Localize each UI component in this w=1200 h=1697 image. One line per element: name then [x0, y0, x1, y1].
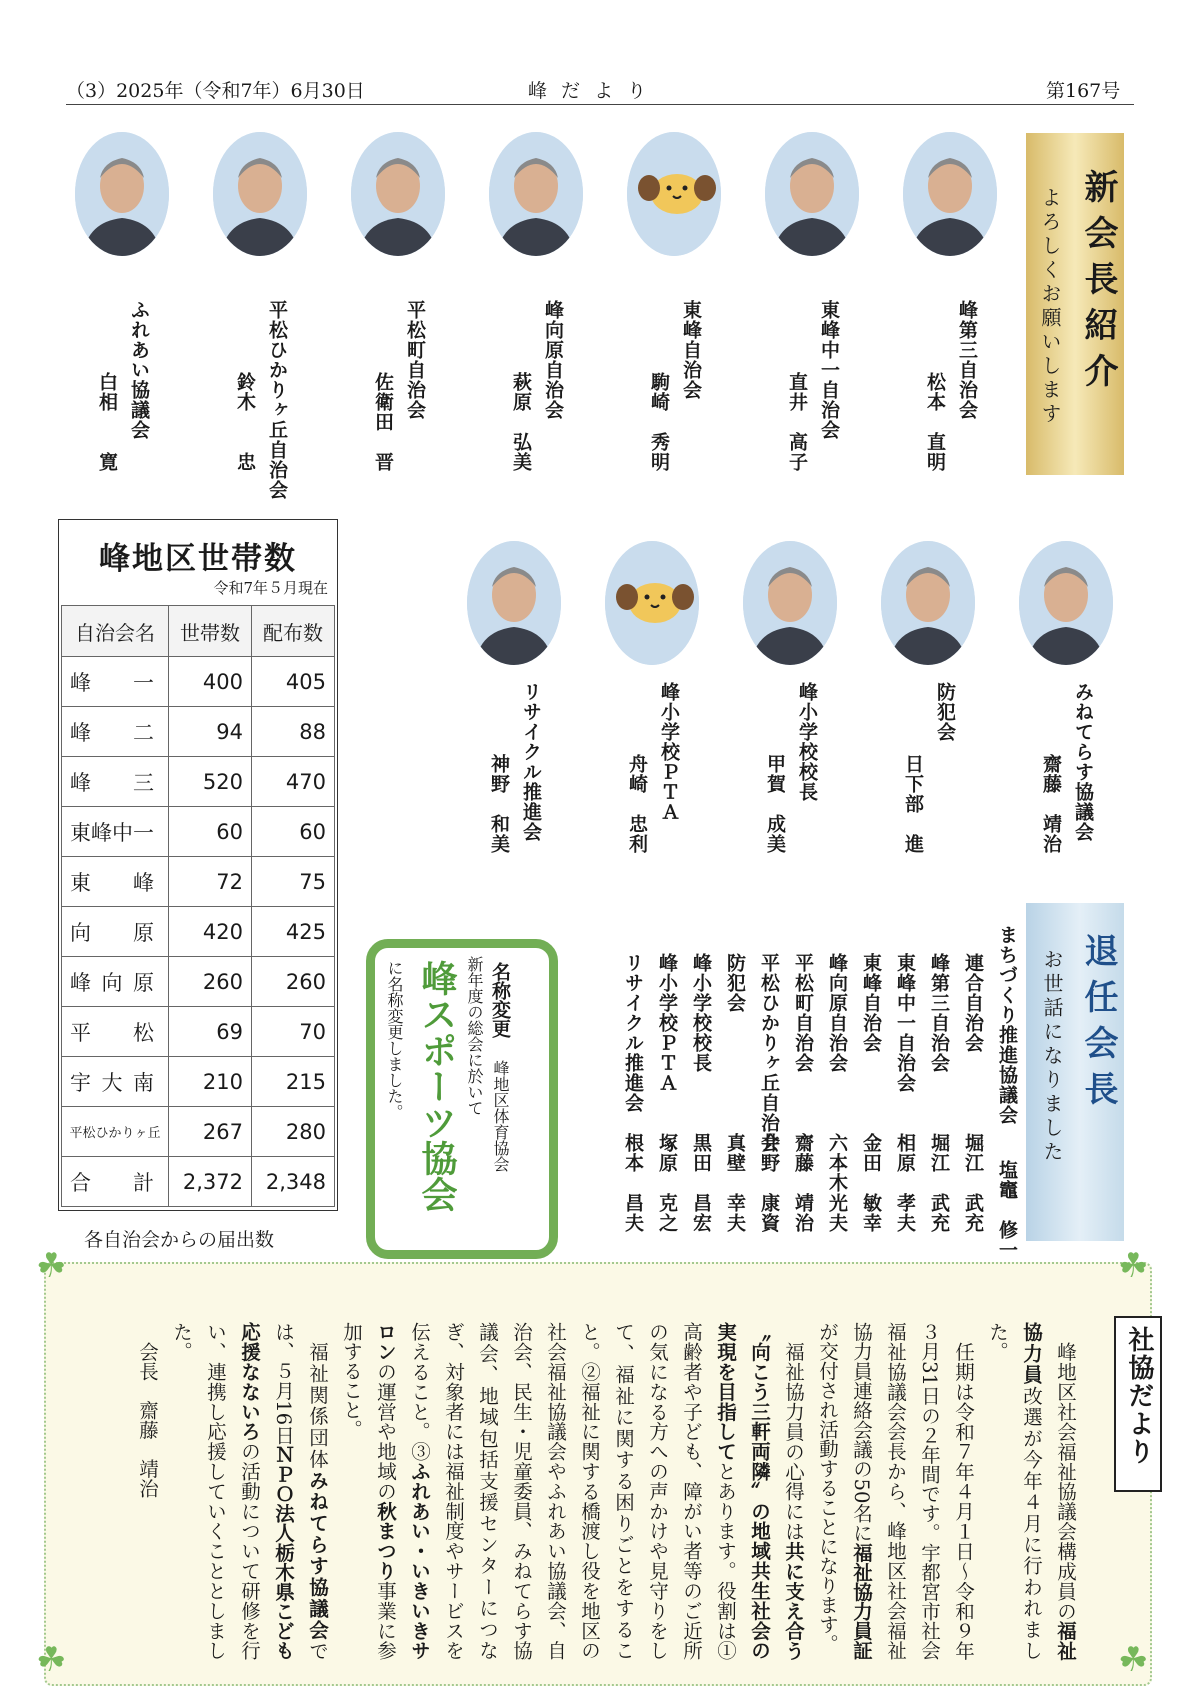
row-label: 東峰中一 — [62, 807, 169, 857]
paragraph: 福祉協力員の心得には共に支え合う〝向こう三軒両隣〟の地域共生社会の実現を目指してとあります。役割は①高齢者や子ども、障がい者等のご近所の気になる方への声かけや見守りをして、福祉に関する困りごとをすること。②福祉に関する橋渡し役を地区の社会福祉協議会やふれあい協議会、自治会、民生・児童委員、みねてらす協議会、地域包括支援センターにつなぎ、対象者には福祉制度やサービスを伝えること。③ふれあい・いきいきサロンの運営や地域の秋まつり事業に参加すること。 — [340, 1322, 805, 1661]
household-as-of: 令和7年５月現在 — [213, 579, 328, 597]
row-value: 70 — [252, 1007, 335, 1057]
retired-name: 堀江 武充 — [928, 1133, 950, 1233]
member-photo — [213, 132, 307, 256]
row-value: 88 — [252, 707, 335, 757]
retired-org: 東峰中一自治会 — [894, 953, 916, 1093]
table-row — [62, 1157, 335, 1207]
member-name: 萩原 弘美 — [510, 372, 532, 472]
member-org: みねてらす協議会 — [1072, 682, 1094, 842]
retired-org: 平松ひかりヶ丘自治会 — [758, 953, 780, 1153]
retired-org: 峰向原自治会 — [826, 953, 848, 1073]
member-org: 東峰自治会 — [680, 300, 702, 400]
member-photo — [903, 132, 997, 256]
retired-name: 根本 昌夫 — [622, 1133, 644, 1233]
member-name: 鈴木 忠 — [234, 372, 256, 472]
row-label: 平松ひかりヶ丘 — [62, 1107, 169, 1157]
member-name: 松本 直明 — [924, 372, 946, 472]
retired-title: 退任会長 — [1078, 933, 1118, 1117]
new-presidents-title: 新会長紹介 — [1078, 169, 1118, 399]
member-org: 峰小学校ＰＴＡ — [658, 682, 680, 822]
member-org: 防犯会 — [934, 682, 956, 742]
member-name: 直井 高子 — [786, 372, 808, 472]
dog-icon — [605, 541, 699, 665]
retired-name: 相原 孝夫 — [894, 1133, 916, 1233]
rename-old-name: 峰地区体育協会 — [491, 1060, 510, 1172]
row-value: 69 — [169, 1007, 252, 1057]
dog-icon — [627, 132, 721, 256]
retired-org: 峰小学校ＰＴＡ — [656, 953, 678, 1093]
member-name: 舟崎 忠利 — [626, 754, 648, 854]
row-value: 72 — [169, 857, 252, 907]
row-label: 平松 — [62, 1007, 169, 1057]
row-label: 峰一 — [62, 657, 169, 707]
member-name: 甲賀 成美 — [764, 754, 786, 854]
table-row — [62, 907, 335, 957]
row-label: 峰向原 — [62, 957, 169, 1007]
member-name: 白相 寛 — [96, 372, 118, 472]
table-row — [62, 1057, 335, 1107]
shakyo-logo — [1114, 1316, 1162, 1492]
page-date: （3）2025年（令和7年）6月30日 — [66, 80, 365, 102]
retired-name: 真壁 幸夫 — [724, 1133, 746, 1233]
member-photo — [1019, 541, 1113, 665]
row-label: 峰二 — [62, 707, 169, 757]
retired-org: まちづくり推進協議会 — [996, 925, 1018, 1125]
retired-org: 峰小学校校長 — [690, 953, 712, 1073]
member-photo — [351, 132, 445, 256]
clover-icon: ☘ — [1118, 1640, 1149, 1680]
table-row — [62, 707, 335, 757]
row-value: 210 — [169, 1057, 252, 1107]
row-value: 260 — [252, 957, 335, 1007]
table-row — [62, 857, 335, 907]
row-label: 合計 — [62, 1157, 169, 1207]
row-label: 向原 — [62, 907, 169, 957]
column-header: 自治会名 — [62, 606, 169, 657]
shakyo-logo-text: 社協だより — [1124, 1326, 1154, 1466]
row-value: 400 — [169, 657, 252, 707]
retired-org: 防犯会 — [724, 953, 746, 1013]
table-row — [62, 957, 335, 1007]
member-photo — [75, 132, 169, 256]
table-row — [62, 657, 335, 707]
retired-name: 堀江 武充 — [962, 1133, 984, 1233]
member-org: 東峰中一自治会 — [818, 300, 840, 440]
table-row — [62, 757, 335, 807]
row-value: 60 — [169, 807, 252, 857]
retired-name: 金田 敏幸 — [860, 1133, 882, 1233]
member-org: 峰向原自治会 — [542, 300, 564, 420]
retired-name: 塚原 克之 — [656, 1133, 678, 1233]
row-value: 94 — [169, 707, 252, 757]
member-name: 齋藤 靖治 — [1040, 754, 1062, 854]
signature: 会長 齋藤 靖治 — [136, 1341, 159, 1498]
paragraph: 任期は令和７年４月１日～令和９年３月31日の２年間です。宇都宮市社会福祉協議会会長から、峰地区社会福祉協力員連絡会議の50名に福祉協力員証が交付され活動することになります。 — [816, 1322, 975, 1660]
member-name: 駒崎 秀明 — [648, 372, 670, 472]
member-org: 峰小学校校長 — [796, 682, 818, 802]
row-value: 280 — [252, 1107, 335, 1157]
table-row — [62, 1107, 335, 1157]
row-value: 520 — [169, 757, 252, 807]
rename-new-name: 峰スポーツ協会 — [416, 960, 457, 1212]
retired-name: 塩竈 修一 — [996, 1160, 1018, 1260]
retired-org: リサイクル推進会 — [622, 953, 644, 1113]
member-photo — [765, 132, 859, 256]
new-presidents-banner — [1026, 133, 1124, 475]
row-value: 420 — [169, 907, 252, 957]
column-header: 世帯数 — [169, 606, 252, 657]
rename-line: 新年度の総会に於いて — [465, 956, 484, 1116]
retired-org: 東峰自治会 — [860, 953, 882, 1053]
member-photo — [743, 541, 837, 665]
paragraph: 峰地区社会福祉協議会構成員の福祉協力員改選が今年４月に行われました。 — [986, 1322, 1077, 1661]
retired-org: 峰第三自治会 — [928, 953, 950, 1073]
member-org: 平松ひかりヶ丘自治会 — [266, 300, 288, 500]
member-org: 峰第三自治会 — [956, 300, 978, 420]
row-value: 2,372 — [169, 1157, 252, 1207]
new-presidents-subtitle: よろしくお願いします — [1038, 187, 1062, 427]
rename-line: に名称変更しました。 — [385, 960, 404, 1120]
clover-icon: ☘ — [36, 1246, 67, 1286]
member-org: リサイクル推進会 — [520, 682, 542, 842]
row-value: 2,348 — [252, 1157, 335, 1207]
retired-org: 平松町自治会 — [792, 953, 814, 1073]
household-note: 各自治会からの届出数 — [84, 1229, 275, 1251]
paragraph: 福祉関係団体みねてらす協議会では、５月16日ＮＰＯ法人栃木県こども応援なないろの活動について研修を行い、連携し応援していくこととしました。 — [170, 1322, 329, 1661]
table-row — [62, 807, 335, 857]
table-row — [62, 1007, 335, 1057]
retired-subtitle: お世話になりました — [1040, 949, 1064, 1165]
retired-name: 六本木光夫 — [826, 1133, 848, 1233]
row-value: 60 — [252, 807, 335, 857]
member-org: 平松町自治会 — [404, 300, 426, 420]
rename-heading: 名称変更 — [489, 962, 511, 1038]
row-value: 470 — [252, 757, 335, 807]
row-value: 425 — [252, 907, 335, 957]
clover-icon: ☘ — [1118, 1246, 1149, 1286]
member-photo — [467, 541, 561, 665]
member-org: ふれあい協議会 — [128, 300, 150, 440]
household-table — [61, 605, 335, 1207]
row-label: 東峰 — [62, 857, 169, 907]
header-rule — [66, 104, 1134, 105]
retired-name: 井野 康資 — [758, 1133, 780, 1233]
row-value: 267 — [169, 1107, 252, 1157]
retired-org: 連合自治会 — [962, 953, 984, 1053]
row-value: 405 — [252, 657, 335, 707]
shakyo-article — [96, 1322, 1082, 1660]
retired-name: 黒田 昌宏 — [690, 1133, 712, 1233]
member-photo — [881, 541, 975, 665]
issue-number: 第167号 — [1046, 80, 1121, 102]
rename-notice-box — [366, 939, 558, 1259]
newsletter-title: 峰 だ よ り — [528, 80, 651, 102]
row-value: 75 — [252, 857, 335, 907]
household-title: 峰地区世帯数 — [99, 541, 297, 577]
retired-banner — [1026, 903, 1124, 1241]
row-label: 宇大南 — [62, 1057, 169, 1107]
retired-name: 齋藤 靖治 — [792, 1133, 814, 1233]
row-value: 215 — [252, 1057, 335, 1107]
clover-icon: ☘ — [36, 1640, 67, 1680]
column-header: 配布数 — [252, 606, 335, 657]
member-name: 佐衛田 晋 — [372, 372, 394, 472]
member-name: 神野 和美 — [488, 754, 510, 854]
row-value: 260 — [169, 957, 252, 1007]
row-label: 峰三 — [62, 757, 169, 807]
member-name: 日下部 進 — [902, 754, 924, 854]
member-photo — [489, 132, 583, 256]
